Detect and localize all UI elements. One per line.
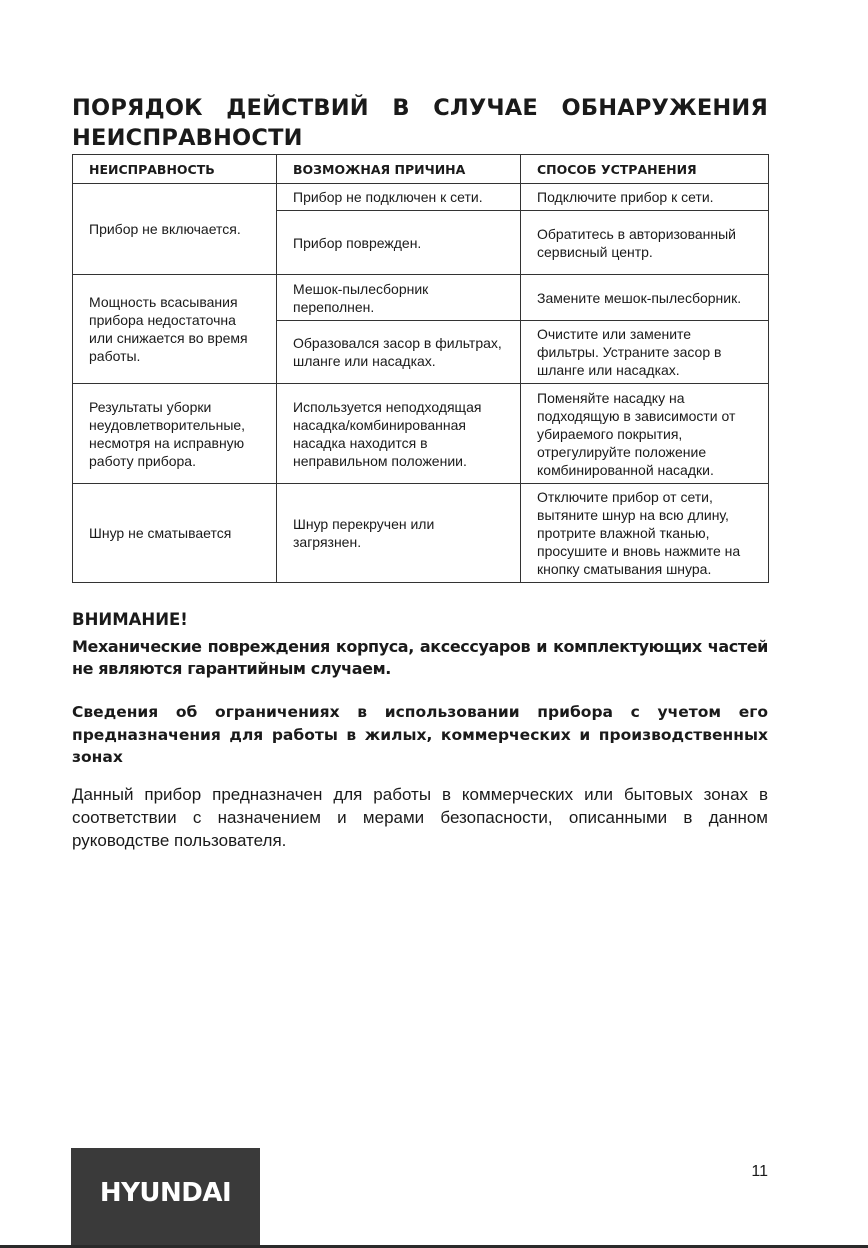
cause-cell: Мешок-пылесборник переполнен. [277,275,521,321]
page-number: 11 [751,1163,768,1180]
table-header-row [73,155,769,184]
remedy-cell: Поменяйте насадку на подходящую в зависимости от убираемого покрытия, отрегулируйте положение комбинированной насадки. [521,384,769,484]
header-cause: ВОЗМОЖНАЯ ПРИЧИНА [277,155,521,184]
cause-cell: Используется неподходящая насадка/комбинированная насадка находится в неправильном положении. [277,384,521,484]
remedy-cell: Обратитесь в авторизованный сервисный центр. [521,211,769,275]
page-title: ПОРЯДОК ДЕЙСТВИЙ В СЛУЧАЕ ОБНАРУЖЕНИЯ НЕИСПРАВНОСТИ [72,95,768,151]
restrictions-title: Сведения об ограничениях в использовании прибора с учетом его предназначения для работы в жилых, коммерческих и производственных зонах [72,703,768,766]
brand-logo: HYUNDAI [99,1178,232,1208]
brand-logo-box [71,1148,260,1248]
remedy-cell: Отключите прибор от сети, вытяните шнур на всю длину, протрите влажной тканью, просушите и вновь нажмите на кнопку сматывания шнура. [521,484,769,583]
table-row [73,184,769,211]
table-row [73,275,769,321]
fault-cell: Шнур не сматывается [73,484,277,583]
attention-title: ВНИМАНИЕ! [72,610,188,629]
cause-cell: Шнур перекручен или загрязнен. [277,484,521,583]
troubleshooting-table [72,154,769,583]
fault-cell: Прибор не включается. [73,184,277,275]
attention-text: Механические повреждения корпуса, аксессуаров и комплектующих частей не являются гарантийным случаем. [72,637,768,678]
cause-cell: Образовался засор в фильтрах, шланге или насадках. [277,321,521,384]
cause-cell: Прибор не подключен к сети. [277,184,521,211]
header-remedy: СПОСОБ УСТРАНЕНИЯ [521,155,769,184]
fault-cell: Результаты уборки неудовлетворительные, несмотря на исправную работу прибора. [73,384,277,484]
fault-cell: Мощность всасывания прибора недостаточна или снижается во время работы. [73,275,277,384]
cause-cell: Прибор поврежден. [277,211,521,275]
header-fault: НЕИСПРАВНОСТЬ [73,155,277,184]
restrictions-text: Данный прибор предназначен для работы в коммерческих или бытовых зонах в соответствии с назначением и мерами безопасности, описанными в данном руководстве пользователя. [72,785,768,850]
table-row [73,384,769,484]
remedy-cell: Подключите прибор к сети. [521,184,769,211]
remedy-cell: Очистите или замените фильтры. Устраните засор в шланге или насадках. [521,321,769,384]
table-row [73,484,769,583]
remedy-cell: Замените мешок-пылесборник. [521,275,769,321]
